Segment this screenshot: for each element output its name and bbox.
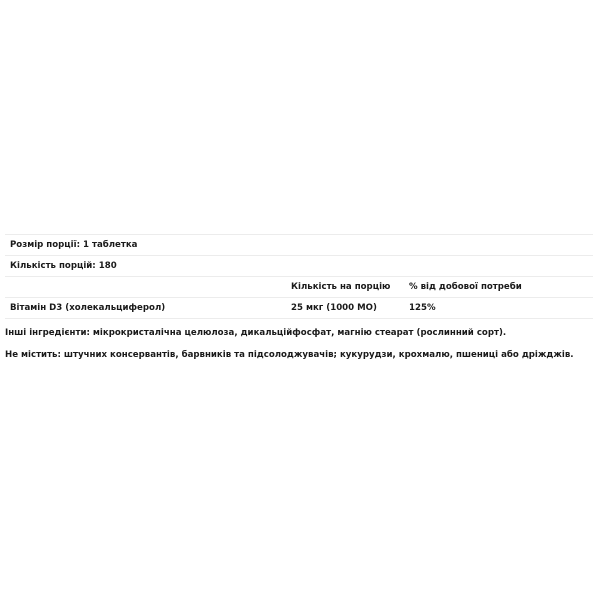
nutrient-amount: 25 мкг (1000 МО) — [286, 298, 404, 319]
table-row — [5, 298, 593, 319]
servings-per-container-row — [5, 256, 593, 277]
header-daily-value: % від добової потреби — [404, 277, 593, 298]
notes-section — [5, 327, 595, 371]
header-amount-per-serving: Кількість на порцію — [286, 277, 404, 298]
serving-size: Розмір порції: 1 таблетка — [5, 235, 593, 256]
header-empty-cell — [5, 277, 286, 298]
does-not-contain: Не містить: штучних консервантів, барвників та підсолоджувачів; кукурудзи, крохмалю, пшениці або дріжджів. — [5, 350, 574, 360]
nutrient-name: Вітамін D3 (холекальциферол) — [5, 298, 286, 319]
table-header-row — [5, 277, 593, 298]
supplement-facts-table — [5, 234, 593, 319]
servings-per-container: Кількість порцій: 180 — [5, 256, 593, 277]
nutrient-daily-value: 125% — [404, 298, 593, 319]
serving-size-row — [5, 235, 593, 256]
other-ingredients: Інші інгредієнти: мікрокристалічна целюлоза, дикальційфосфат, магнію стеарат (рослинний сорт). — [5, 328, 507, 338]
